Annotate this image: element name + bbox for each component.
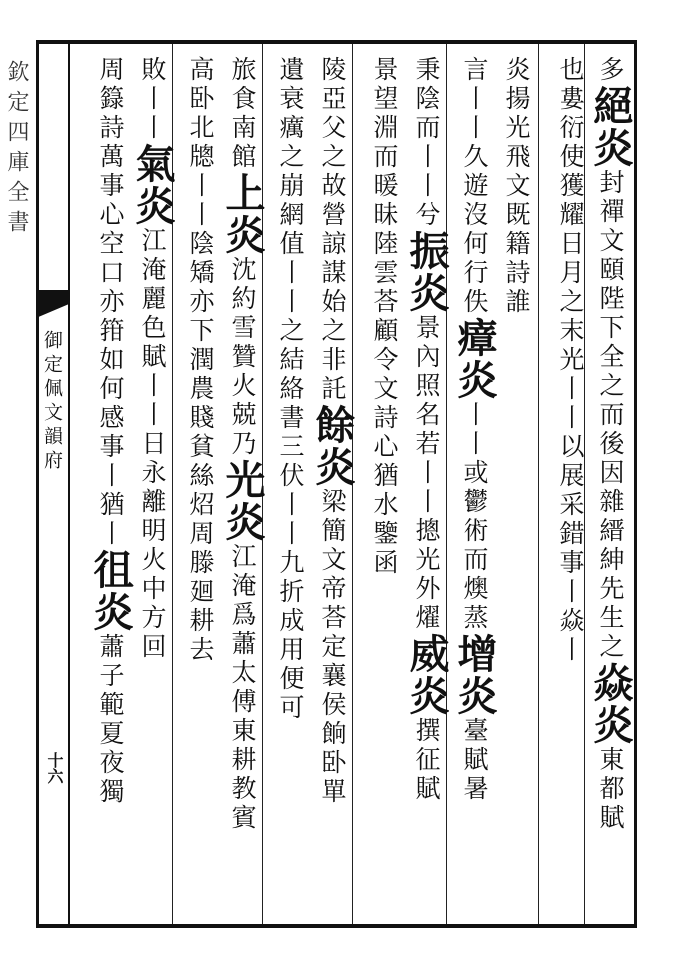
- text-run: 言丨丨久遊沒何行佚: [460, 56, 489, 317]
- text-run: 丨丨陰矯亦下潤: [186, 172, 215, 375]
- headword: 增炎: [451, 633, 498, 717]
- text-run: 婁衍使獲耀日月之末光丨丨以展采錯事: [556, 85, 585, 578]
- text-run: 周籙: [96, 56, 125, 114]
- text-run: 多: [596, 56, 625, 85]
- text-run: 景望淵而暖昧: [370, 56, 399, 230]
- text-run: 丨焱丨: [556, 578, 585, 665]
- text-run: 蕭子範: [96, 633, 125, 720]
- text-run: 沈約雪贊火兢乃: [228, 256, 257, 459]
- gutter-rule: [68, 40, 70, 928]
- text-column-5: [404, 56, 448, 916]
- text-run: 夏夜獨: [96, 720, 125, 807]
- text-run: 東都賦: [596, 746, 625, 833]
- text-run: 撰征賦: [412, 717, 441, 804]
- text-run: 詩萬事心空口亦箝如何感事丨猶丨: [96, 114, 125, 549]
- text-column-6: [362, 56, 406, 916]
- edge-series-title: 欽定四庫全書: [4, 60, 29, 240]
- hidden-tail-columns: [72, 56, 86, 916]
- text-run: 封禪文頤陛下全之而後因雜縉紳先生之: [596, 169, 625, 662]
- text-column-8: [268, 56, 312, 916]
- text-column-9: [220, 56, 264, 916]
- text-column-4: [452, 56, 496, 916]
- text-column-3: [494, 56, 538, 916]
- text-run: 旅食南館: [228, 56, 257, 172]
- headword: 光炎: [219, 459, 266, 543]
- headword: 焱炎: [587, 662, 634, 746]
- headword: 餘炎: [309, 404, 356, 488]
- text-run: 陵亞父之故營諒謀始之非託: [318, 56, 347, 404]
- headword: 瘴炎: [451, 317, 498, 401]
- frame-right-border: [634, 40, 637, 928]
- column-rule: [538, 44, 539, 924]
- text-run: 景內照名若丨丨摠光外燿: [412, 314, 441, 633]
- page-number: 十六: [45, 752, 64, 784]
- text-run: 遺衰癘之崩網值丨丨之結絡: [276, 56, 305, 404]
- text-column-11: [130, 56, 174, 916]
- text-column-7: [310, 56, 354, 916]
- text-run: 也: [556, 56, 585, 85]
- text-column-1: [588, 56, 632, 916]
- text-run: 江淹爲蕭太傅東耕教賓: [228, 543, 257, 833]
- headword: 絕炎: [587, 85, 634, 169]
- text-run: [64, 56, 65, 86]
- frame-bottom-border: [36, 924, 636, 928]
- headword: 徂炎: [87, 549, 134, 633]
- headword: 振炎: [403, 230, 450, 314]
- text-run: 農賤貧絲炤周滕廻耕去: [186, 375, 215, 665]
- text-run: 敗丨丨: [138, 56, 167, 143]
- text-run: 高卧北牕: [186, 56, 215, 172]
- headword: 威炎: [403, 633, 450, 717]
- headword: 上炎: [219, 172, 266, 256]
- text-run: 臺賦暑: [460, 717, 489, 804]
- text-run: 炎揚光飛文既籍詩誰: [502, 56, 531, 317]
- text-run: 梁簡文帝荅定襄侯餉卧單: [318, 488, 347, 807]
- text-run: 丨丨或鬱術而燠蒸: [460, 401, 489, 633]
- text-column-2: [548, 56, 592, 916]
- text-column-12: [88, 56, 132, 916]
- fishtail-mark: [36, 290, 69, 326]
- text-column-10: [178, 56, 222, 916]
- frame-top-border: [36, 40, 636, 44]
- frame-left-border: [36, 40, 39, 928]
- text-run: 陸雲荅顧令文詩心猶水鑒函: [370, 230, 399, 578]
- text-run: 江淹麗色賦丨丨日永離明火中方回: [138, 227, 167, 662]
- headword: 氣炎: [129, 143, 176, 227]
- text-run: 書三伏丨丨九折成用便可: [276, 404, 305, 723]
- text-run: 秉陰而丨丨兮: [412, 56, 441, 230]
- edge-book-title: 御定佩文韻府: [41, 330, 63, 474]
